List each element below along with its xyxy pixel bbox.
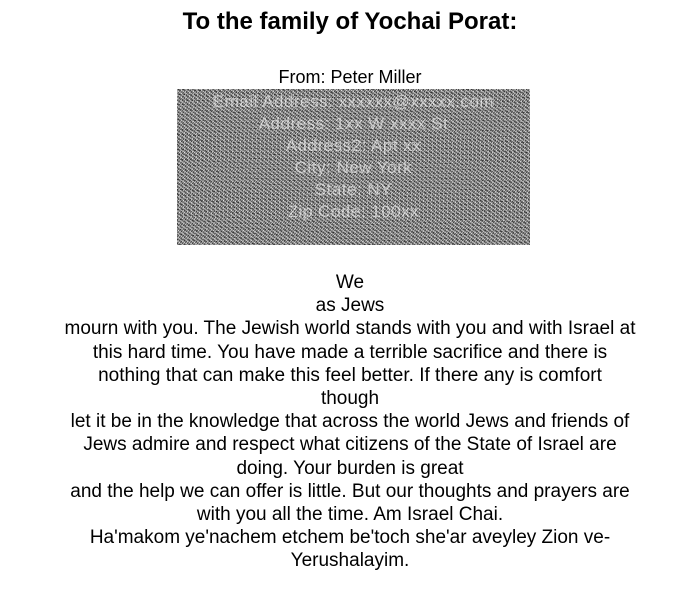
message-line: as Jews <box>315 295 385 317</box>
message-line: mourn with you. The Jewish world stands with you and with Israel at <box>64 318 636 340</box>
obscured-address-line: Address2: Apt xx <box>285 136 422 155</box>
message-line: doing. Your burden is great <box>236 457 464 479</box>
message-line: Jews admire and respect what citizens of the State of Israel are <box>83 434 617 456</box>
obscured-address-line: Email Address: xxxxxx@xxxxx.com <box>212 92 495 111</box>
message-body <box>0 271 700 573</box>
obscured-address-line: Address: 1xx W xxxx St <box>258 114 449 133</box>
message-line: Yerushalayim. <box>290 550 410 572</box>
message-line: and the help we can offer is little. But our thoughts and prayers are <box>70 480 630 502</box>
message-line: We <box>335 272 365 293</box>
message-line: nothing that can make this feel better. If there any is comfort <box>98 364 602 386</box>
from-line: From: Peter Miller <box>278 67 422 87</box>
message-line: this hard time. You have made a terrible sacrifice and there is <box>92 341 608 363</box>
message-line: though <box>320 388 380 410</box>
message-line: with you all the time. Am Israel Chai. <box>196 504 504 526</box>
obscured-address-line: Zip Code: 100xx <box>287 202 420 221</box>
obscured-address-lines <box>177 91 530 223</box>
obscured-address-block <box>177 89 530 245</box>
obscured-address-line: City: New York <box>294 158 413 177</box>
message-line: let it be in the knowledge that across the world Jews and friends of <box>70 411 630 433</box>
obscured-address-line: State: NY <box>314 180 393 199</box>
letter-title: To the family of Yochai Porat: <box>182 8 518 35</box>
message-line: Ha'makom ye'nachem etchem be'toch she'ar aveyley Zion ve- <box>89 527 611 549</box>
